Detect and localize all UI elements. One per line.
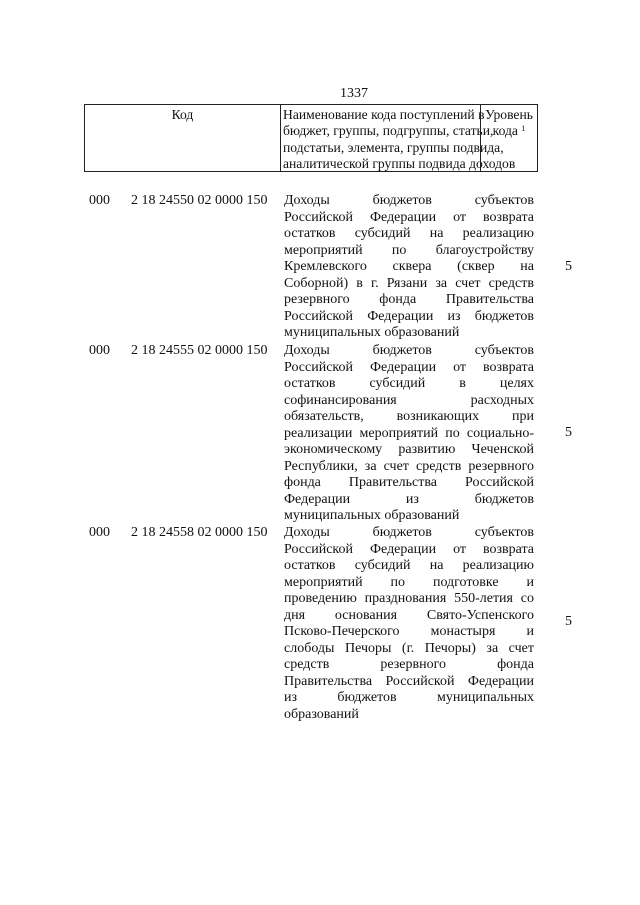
table-header <box>84 104 538 172</box>
description-line: остатков субсидий на реализацию <box>284 226 534 241</box>
description-line: остатков субсидий на реализацию <box>284 558 534 573</box>
description-line: из бюджетов муниципальных <box>284 690 534 705</box>
description-line: Доходы бюджетов субъектов <box>284 343 534 358</box>
header-level-cell <box>481 105 537 171</box>
row-level: 5 <box>565 425 572 440</box>
description-line: Российской Федерации от возврата <box>284 359 534 375</box>
description-line: Доходы бюджетов субъектов <box>284 525 534 540</box>
description-line: реализации мероприятий по социально- <box>284 425 534 441</box>
description-line: слободы Печоры (г. Печоры) за счет <box>284 640 534 656</box>
description-line: Российской Федерации от возврата <box>284 209 534 225</box>
description-line: Федерации из бюджетов <box>284 491 534 507</box>
header-name-line: Наименование кода поступлений в <box>283 107 485 122</box>
description-line: дня основания Свято-Успенского <box>284 607 534 623</box>
header-name-line: бюджет, группы, подгруппы, статьи, <box>283 123 494 139</box>
description-line: остатков субсидий в целях <box>284 376 534 391</box>
row-prefix: 000 <box>89 343 110 358</box>
description-line: проведению празднования 550-летия со <box>284 591 534 606</box>
row-code: 2 18 24555 02 0000 150 <box>131 343 268 358</box>
row-description <box>284 525 534 723</box>
description-line: Соборной) в г. Рязани за счет средств <box>284 275 534 291</box>
description-line: образований <box>284 706 359 722</box>
header-level-label: кода <box>492 123 518 139</box>
description-line: Правительства Российской Федерации <box>284 673 534 689</box>
description-line: Российской Федерации из бюджетов <box>284 308 534 324</box>
description-line: мероприятий по подготовке и <box>284 574 534 590</box>
row-code: 2 18 24550 02 0000 150 <box>131 193 268 208</box>
row-level: 5 <box>565 259 572 274</box>
description-line: Республики, за счет средств резервного <box>284 458 534 474</box>
row-code: 2 18 24558 02 0000 150 <box>131 525 268 540</box>
description-line: обязательств, возникающих при <box>284 409 534 424</box>
page-number: 1337 <box>340 86 368 101</box>
header-code-label: Код <box>171 107 194 122</box>
row-prefix: 000 <box>89 193 110 208</box>
row-prefix: 000 <box>89 525 110 540</box>
description-line: мероприятий по благоустройству <box>284 242 534 258</box>
row-description <box>284 343 534 525</box>
description-line: муниципальных образований <box>284 325 460 340</box>
header-level-line2 <box>481 123 537 139</box>
description-line: экономическому развитию Чеченской <box>284 442 534 457</box>
description-line: Доходы бюджетов субъектов <box>284 193 534 208</box>
description-line: Кремлевского сквера (сквер на <box>284 259 534 274</box>
row-level: 5 <box>565 614 572 629</box>
description-line: Российской Федерации от возврата <box>284 541 534 557</box>
header-code-cell <box>85 105 281 171</box>
header-name-line: подстатьи, элемента, группы подвида, <box>283 139 504 155</box>
description-line: муниципальных образований <box>284 508 460 523</box>
description-line: Псково-Печерского монастыря и <box>284 624 534 639</box>
description-line: фонда Правительства Российской <box>284 475 534 490</box>
description-line: резервного фонда Правительства <box>284 292 534 307</box>
footnote-marker: 1 <box>521 124 526 134</box>
header-level-line1: Уровень <box>485 107 533 122</box>
description-line: софинансирования расходных <box>284 392 534 408</box>
header-name-line: аналитической группы подвида доходов <box>283 156 516 172</box>
description-line: средств резервного фонда <box>284 657 534 672</box>
row-description <box>284 193 534 342</box>
